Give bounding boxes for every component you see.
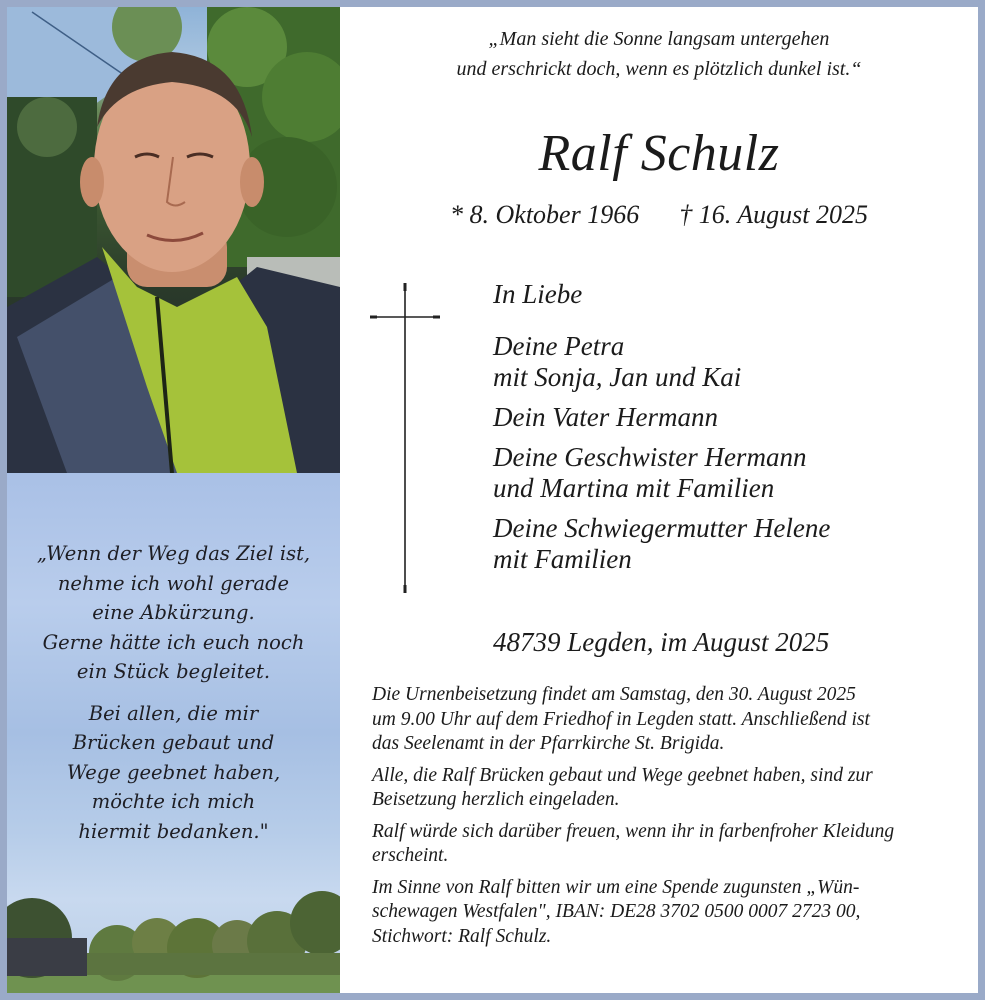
quote-line: Wege geebnet haben, xyxy=(66,760,281,784)
quote-line: „Man sieht die Sonne langsam untergehen xyxy=(488,28,830,50)
obituary-card xyxy=(7,7,978,993)
quote-line: ein Stück begleitet. xyxy=(76,660,271,683)
notice-line: Stichwort: Ralf Schulz. xyxy=(372,925,552,947)
mourner-group xyxy=(493,402,973,433)
mourner-line: Deine Petra xyxy=(493,331,625,361)
notice-line: das Seelenamt in der Pfarrkirche St. Brigida. xyxy=(372,733,725,754)
quote-line: nehme ich wohl gerade xyxy=(57,571,290,595)
mourner-group xyxy=(493,442,973,504)
mourners-list xyxy=(493,279,973,584)
notice-paragraph-invitation xyxy=(372,764,962,813)
death-date: † 16. August 2025 xyxy=(679,200,868,229)
mourner-line: Dein Vater Hermann xyxy=(493,402,718,432)
life-dates xyxy=(340,198,978,232)
notice-line: Ralf würde sich darüber freuen, wenn ihr in farbenfroher Kleidung xyxy=(372,820,895,842)
right-column xyxy=(340,7,978,993)
birth-date: * 8. Oktober 1966 xyxy=(450,200,640,229)
sky-background-panel xyxy=(7,473,340,993)
mourners-intro: In Liebe xyxy=(493,279,583,309)
treeline-illustration xyxy=(7,883,340,993)
mourner-line: und Martina mit Familien xyxy=(493,473,775,503)
quote-line: Brücken gebaut und xyxy=(72,731,275,754)
mourner-line: Deine Schwiegermutter Helene xyxy=(493,513,831,543)
notice-line: schewagen Westfalen", IBAN: DE28 3702 0500 0007 2723 00, xyxy=(372,901,861,922)
mourner-line: Deine Geschwister Hermann xyxy=(493,442,807,472)
mourner-line: mit Sonja, Jan und Kai xyxy=(493,362,742,392)
quote-line: eine Abkürzung. xyxy=(92,601,255,624)
left-column xyxy=(7,7,340,993)
notice-line: Beisetzung herzlich eingeladen. xyxy=(372,789,620,810)
mourner-line: mit Familien xyxy=(493,544,632,574)
quote-line: und erschrickt doch, wenn es plötzlich dunkel ist.“ xyxy=(456,58,862,80)
notice-paragraph-burial xyxy=(372,683,962,757)
portrait-photo xyxy=(7,7,340,473)
notice-paragraph-donation xyxy=(372,876,962,950)
deceased-name: Ralf Schulz xyxy=(538,125,780,182)
notice-line: Alle, die Ralf Brücken gebaut und Wege geebnet haben, sind zur xyxy=(372,764,873,786)
notice-line: um 9.00 Uhr auf dem Friedhof in Legden statt. Anschließend ist xyxy=(372,708,870,730)
place-and-date: 48739 Legden, im August 2025 xyxy=(493,627,830,657)
notice-line: Im Sinne von Ralf bitten wir um eine Spende zugunsten „Wün- xyxy=(372,876,860,898)
quote-line: Gerne hätte ich euch noch xyxy=(42,630,305,654)
left-quote xyxy=(7,539,340,858)
quote-line: möchte ich mich xyxy=(91,790,256,813)
left-quote-stanza-1 xyxy=(7,539,340,687)
cross-icon xyxy=(370,283,440,593)
mourner-group xyxy=(493,331,973,393)
quote-line: hiermit bedanken." xyxy=(78,819,269,843)
mourner-group xyxy=(493,513,973,575)
funeral-notice xyxy=(372,683,962,956)
portrait-illustration xyxy=(7,7,340,473)
top-quote xyxy=(340,24,978,84)
notice-paragraph-clothing xyxy=(372,820,962,869)
quote-line: „Wenn der Weg das Ziel ist, xyxy=(36,542,311,565)
notice-line: Die Urnenbeisetzung findet am Samstag, den 30. August 2025 xyxy=(372,684,856,705)
left-quote-stanza-2 xyxy=(7,699,340,847)
notice-line: erscheint. xyxy=(372,845,449,866)
quote-line: Bei allen, die mir xyxy=(88,701,259,725)
